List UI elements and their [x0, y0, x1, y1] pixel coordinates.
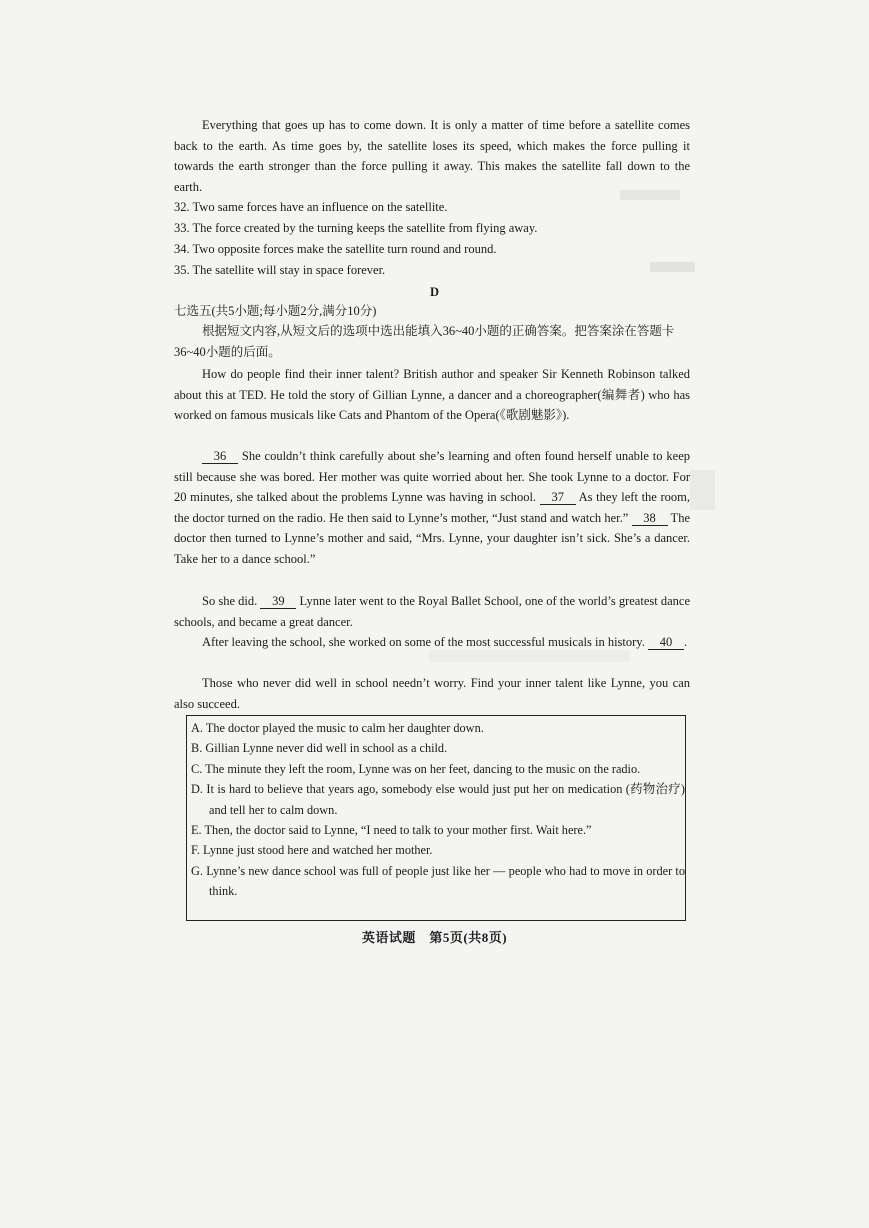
- bleed-through-mark: [650, 262, 695, 272]
- passage-d-paragraph-2: [174, 446, 690, 570]
- option-a[interactable]: [191, 718, 685, 738]
- option-text: Lynne’s new dance school was full of people just like her — people who had to move in order to think.: [206, 863, 685, 899]
- option-letter: A.: [191, 721, 203, 735]
- page-footer: 英语试题 第5页(共8页): [361, 930, 508, 945]
- question-statement: Two same forces have an influence on the satellite.: [192, 200, 448, 214]
- paragraph-text: .: [683, 635, 688, 649]
- option-text: The minute they left the room, Lynne was on her feet, dancing to the music on the radio.: [205, 761, 641, 776]
- option-text: It is hard to believe that years ago, somebody else would just put her on medication (药物治疗) and tell her to calm down.: [206, 782, 686, 817]
- option-letter: B.: [191, 741, 203, 756]
- question-34[interactable]: [174, 239, 496, 259]
- option-f[interactable]: [191, 840, 685, 860]
- option-text: Lynne just stood here and watched her mother.: [203, 843, 433, 858]
- option-b[interactable]: [191, 738, 685, 758]
- option-letter: F.: [191, 843, 200, 858]
- blank-37[interactable]: 37: [540, 490, 576, 505]
- section-letter: D: [429, 285, 440, 299]
- passage-d-paragraph-4: [174, 632, 690, 653]
- section-instructions: 根据短文内容,从短文后的选项中选出能填入36~40小题的正确答案。把答案涂在答题卡36~40小题的后面。: [174, 324, 675, 359]
- blank-39[interactable]: 39: [260, 594, 296, 609]
- paragraph-text: So she did.: [202, 594, 261, 608]
- question-number: 33.: [174, 221, 190, 235]
- paragraph-text: Lynne later went to the Royal Ballet School, one of the world’s greatest dance schools, and became a great dancer.: [174, 594, 690, 629]
- blank-40[interactable]: 40: [648, 635, 684, 650]
- question-35[interactable]: [174, 260, 385, 280]
- option-g[interactable]: [191, 861, 685, 902]
- paragraph-text: The doctor then turned to Lynne’s mother and said, “Mrs. Lynne, your daughter isn’t sick. She’s a dancer. Take her to a dance school.”: [174, 510, 690, 566]
- question-number: 34.: [174, 242, 190, 256]
- option-letter: D.: [191, 782, 203, 797]
- option-d[interactable]: [191, 779, 685, 820]
- blank-36[interactable]: 36: [202, 449, 238, 464]
- answer-options-box: [186, 715, 686, 921]
- section-heading: 七选五(共5小题;每小题2分,满分10分): [174, 304, 377, 318]
- passage-c-ending: Everything that goes up has to come down. It is only a matter of time before a satellite comes back to the earth. As time goes by, the satellite loses its speed, which makes the force pulling it towards the earth stronger than the force pulling it away. This makes the satellite fall down to the earth.: [174, 118, 690, 194]
- passage-d-paragraph-3: [174, 591, 690, 632]
- option-letter: G.: [191, 863, 203, 878]
- bleed-through-mark: [690, 470, 715, 510]
- question-33[interactable]: [174, 218, 537, 238]
- option-e[interactable]: [191, 820, 685, 840]
- paragraph-text: She couldn’t think carefully about she’s learning and often found herself unable to keep still because she was bored. Her mother was quite worried about her. She took Lynne to a doctor. For 20 minutes, she talked about the problems Lynne was having in school.: [174, 449, 690, 505]
- question-number: 35.: [174, 263, 190, 277]
- option-text: Then, the doctor said to Lynne, “I need to talk to your mother first. Wait here.”: [204, 823, 592, 838]
- option-letter: E.: [191, 823, 202, 838]
- option-letter: C.: [191, 761, 203, 776]
- paragraph-text: After leaving the school, she worked on some of the most successful musicals in history.: [202, 635, 648, 649]
- question-statement: The satellite will stay in space forever.: [192, 263, 386, 277]
- question-statement: The force created by the turning keeps the satellite from flying away.: [192, 221, 538, 235]
- question-32[interactable]: [174, 197, 447, 217]
- paragraph-text: As they left the room, the doctor turned on the radio. He then said to Lynne’s mother, “Just stand and watch her.”: [174, 490, 690, 525]
- passage-d-paragraph-1: How do people find their inner talent? British author and speaker Sir Kenneth Robinson talked about this at TED. He told the story of Gillian Lynne, a dancer and a choreographer(编舞者) who has worked on famous musicals like Cats and Phantom of the Opera(《歌剧魅影》).: [174, 367, 690, 423]
- option-text: Gillian Lynne never did well in school as a child.: [205, 741, 448, 756]
- question-number: 32.: [174, 200, 190, 214]
- passage-d-paragraph-5: Those who never did well in school needn’t worry. Find your inner talent like Lynne, you can also succeed.: [174, 676, 690, 711]
- question-statement: Two opposite forces make the satellite turn round and round.: [192, 242, 497, 256]
- option-c[interactable]: [191, 759, 685, 779]
- blank-38[interactable]: 38: [632, 511, 668, 526]
- option-text: The doctor played the music to calm her daughter down.: [205, 721, 484, 735]
